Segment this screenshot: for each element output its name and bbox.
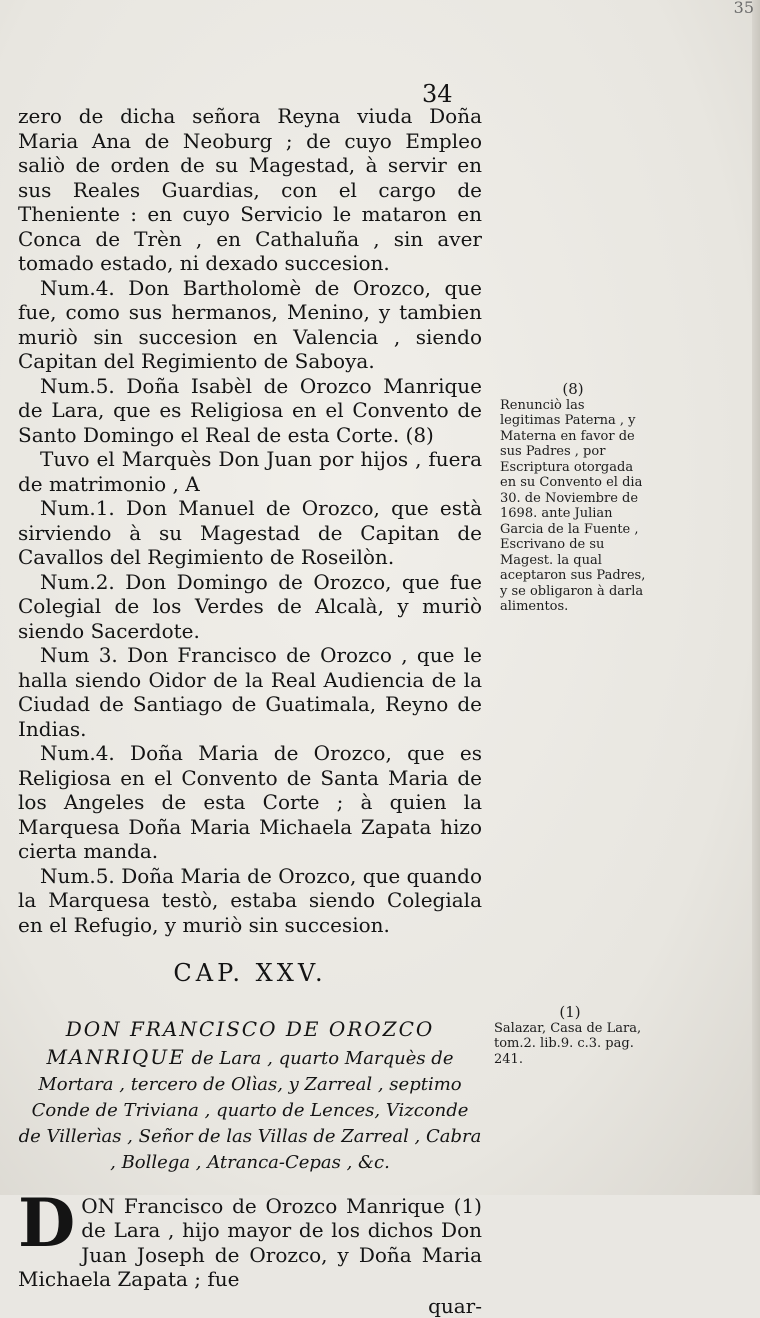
marginal-note-1 bbox=[494, 1005, 646, 1067]
opening-text: ON Francisco de Orozco Manrique (1) de Lara , hijo mayor de los dichos Don Juan Joseph de Orozco, y Doña Maria Michaela Zapata ; fue bbox=[18, 1194, 482, 1292]
main-text-column bbox=[18, 104, 482, 1318]
chapter-heading-caps: DON FRANCISCO DE OROZCO MANRIQUE bbox=[47, 1017, 435, 1069]
paragraph-continuation: zero de dicha señora Reyna viuda Doña Maria Ana de Neoburg ; de cuyo Empleo saliò de orden de su Magestad, à servir en sus Reales Guardias, con el cargo de Theniente : en cuyo Servicio le mataron en Conca de Trèn , en Cathaluña , sin aver tomado estado, ni dexado succesion. bbox=[18, 104, 482, 276]
page-edge bbox=[752, 0, 760, 1195]
paragraph-num4-bartholome: Num.4. Don Bartholomè de Orozco, que fue, como sus hermanos, Menino, y tambien muriò sin succesion en Valencia , siendo Capitan del Regimiento de Saboya. bbox=[18, 276, 482, 374]
paragraph-num1-manuel: Num.1. Don Manuel de Orozco, que està sirviendo à su Magestad de Capitan de Cavallos del Regimiento de Roseilòn. bbox=[18, 496, 482, 570]
drop-cap: D bbox=[18, 1194, 75, 1252]
note-text: Salazar, Casa de Lara, tom.2. lib.9. c.3. pag. 241. bbox=[494, 1021, 646, 1068]
corner-page-number: 35 bbox=[734, 0, 754, 17]
paragraph-num5-isabel: Num.5. Doña Isabèl de Orozco Manrique de Lara, que es Religiosa en el Convento de Santo Domingo el Real de esta Corte. (8) bbox=[18, 374, 482, 448]
note-mark: (8) bbox=[500, 382, 646, 398]
opening-paragraph bbox=[18, 1194, 482, 1292]
page-number: 34 bbox=[422, 80, 453, 108]
paragraph-num2-domingo: Num.2. Don Domingo de Orozco, que fue Colegial de los Verdes de Alcalà, y muriò siendo Sacerdote. bbox=[18, 570, 482, 644]
paragraph-num5-maria: Num.5. Doña Maria de Orozco, que quando la Marquesa testò, estaba siendo Colegiala en el Refugio, y muriò sin succesion. bbox=[18, 864, 482, 938]
marginal-note-8 bbox=[500, 382, 646, 615]
paragraph-num3-francisco: Num 3. Don Francisco de Orozco , que le halla siendo Oidor de la Real Audiencia de la Ciudad de Santiago de Guatimala, Reyno de Indias. bbox=[18, 643, 482, 741]
chapter-heading-rest: de Lara , quarto Marquès de Mortara , tercero de Olìas, y Zarreal , septimo Conde de Triviana , quarto de Lences, Vizconde de Villerìas , Señor de las Villas de Zarreal , Cabra , Bollega , Atranca-Cepas , &c. bbox=[19, 1048, 482, 1173]
catchword: quar- bbox=[18, 1294, 482, 1318]
chapter-title: CAP. XXV. bbox=[18, 961, 482, 986]
note-mark: (1) bbox=[494, 1005, 646, 1021]
paragraph-num4-maria: Num.4. Doña Maria de Orozco, que es Religiosa en el Convento de Santa Maria de los Angeles de esta Corte ; à quien la Marquesa Doña Maria Michaela Zapata hizo cierta manda. bbox=[18, 741, 482, 864]
paragraph-illegitimate-children: Tuvo el Marquès Don Juan por hijos , fuera de matrimonio , A bbox=[18, 447, 482, 496]
note-text: Renunciò las legitimas Paterna , y Materna en favor de sus Padres , por Escriptura otorgada en su Convento el dia 30. de Noviembre de 1698. ante Julian Garcia de la Fuente , Escrivano de su Magest. la qual aceptaron sus Padres, y se obligaron à darla alimentos. bbox=[500, 398, 646, 615]
chapter-heading bbox=[18, 1016, 482, 1176]
